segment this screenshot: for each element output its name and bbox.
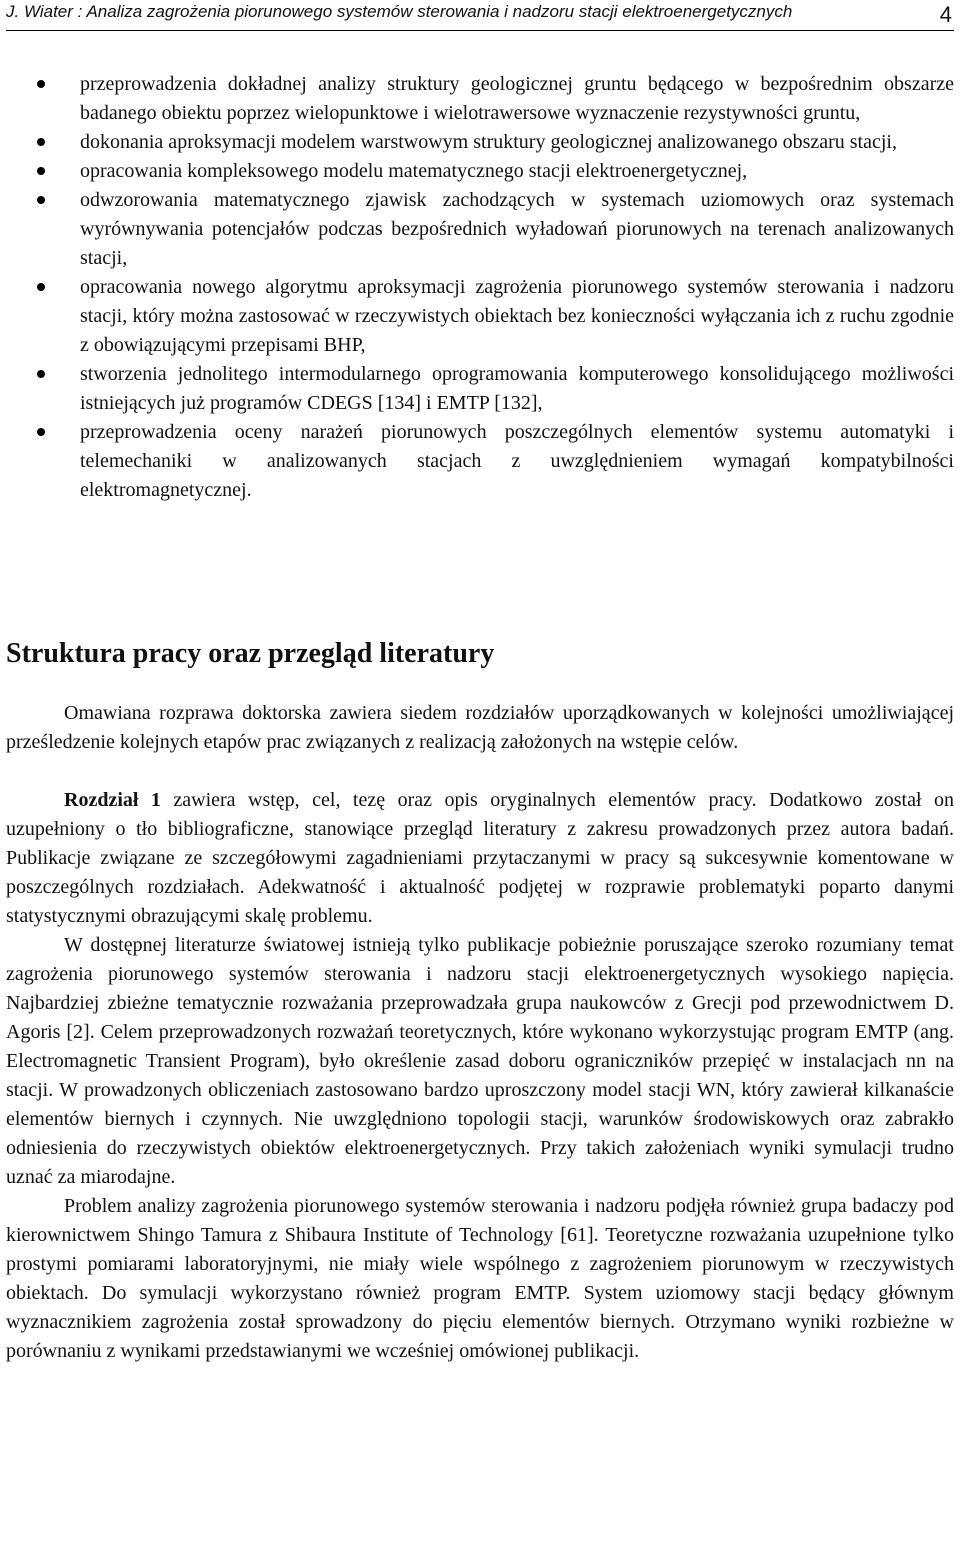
page-number: 4	[939, 2, 952, 27]
objectives-list	[0, 70, 960, 505]
list-item	[0, 186, 960, 273]
paragraph-chapter-1	[6, 786, 954, 931]
bullet-icon	[37, 167, 45, 175]
list-item-text: przeprowadzenia oceny narażeń piorunowych poszczególnych elementów systemu automatyki i telemechaniki w analizowanych stacjach z uwzględnieniem wymagań kompatybilności elektromagnetycznej.	[80, 421, 954, 501]
list-item	[0, 70, 960, 128]
paragraph-chapter-1-text: zawiera wstęp, cel, tezę oraz opis oryginalnych elementów pracy. Dodatkowo został on uzupełniony o tło bibliograficzne, stanowiące przegląd literatury z zakresu prowadzonych przez autora badań. Publikacje związane ze szczegółowymi zagadnieniami przytaczanymi w pracy są sukcesywnie komentowane w poszczególnych rozdziałach. Adekwatność i aktualność podjętej w rozprawie problematyki poparto danymi statystycznymi obrazującymi skalę problemu.	[6, 789, 954, 927]
list-item-text: przeprowadzenia dokładnej analizy struktury geologicznej gruntu będącego w bezpośrednim obszarze badanego obiektu poprzez wielopunktowe i wielotrawersowe wyznaczenie rezystywności gruntu,	[80, 73, 954, 124]
bullet-icon	[37, 138, 45, 146]
list-item	[0, 157, 960, 186]
header-title: J. Wiater : Analiza zagrożenia piorunowego systemów sterowania i nadzoru stacji elektroenergetycznych	[6, 2, 793, 21]
paragraph-literature-1: W dostępnej literaturze światowej istnieją tylko publikacje pobieżnie poruszające szeroko rozumiany temat zagrożenia piorunowego systemów sterowania i nadzoru stacji elektroenergetycznych wysokiego napięcia. Najbardziej zbieżne tematycznie rozważania przeprowadzała grupa naukowców z Grecji pod przewodnictwem D. Agoris [2]. Celem przeprowadzonych rozważań teoretycznych, które wykonano wykorzystując program EMTP (ang. Electromagnetic Transient Program), było określenie zasad doboru ograniczników przepięć w instalacjach nn na stacji. W prowadzonych obliczeniach zastosowano bardzo uproszczony model stacji WN, który zawierał kilkanaście elementów biernych i czynnych. Nie uwzględniono topologii stacji, warunków środowiskowych oraz zabrakło odniesienia do rzeczywistych obiektów elektroenergetycznych. Przy takich założeniach wyniki symulacji trudno uznać za miarodajne.	[6, 934, 954, 1188]
bullet-icon	[37, 80, 45, 88]
section-heading: Struktura pracy oraz przegląd literatury	[6, 638, 495, 669]
list-item	[0, 128, 960, 157]
paragraph-intro: Omawiana rozprawa doktorska zawiera siedem rozdziałów uporządkowanych w kolejności umożliwiającej prześledzenie kolejnych etapów prac związanych z realizacją założonych na wstępie celów.	[6, 702, 954, 753]
body-text	[6, 699, 954, 1366]
list-item-text: odwzorowania matematycznego zjawisk zachodzących w systemach uziomowych oraz systemach wyrównywania potencjałów podczas bezpośrednich wyładowań piorunowych na terenach analizowanych stacji,	[80, 189, 954, 269]
bullet-icon	[37, 428, 45, 436]
list-item-text: opracowania nowego algorytmu aproksymacji zagrożenia piorunowego systemów sterowania i nadzoru stacji, który można zastosować w rzeczywistych obiektach bez konieczności wyłączania ich z ruchu zgodnie z obowiązującymi przepisami BHP,	[80, 276, 954, 356]
list-item-text: dokonania aproksymacji modelem warstwowym struktury geologicznej analizowanego obszaru stacji,	[80, 131, 897, 153]
list-item	[0, 273, 960, 360]
list-item	[0, 418, 960, 505]
running-header	[6, 0, 954, 31]
list-item-text: stworzenia jednolitego intermodularnego oprogramowania komputerowego konsolidującego możliwości istniejących już programów CDEGS [134] i EMTP [132],	[80, 363, 954, 414]
list-item-text: opracowania kompleksowego modelu matematycznego stacji elektroenergetycznej,	[80, 160, 748, 182]
bullet-icon	[37, 283, 45, 291]
chapter-label: Rozdział 1	[64, 789, 161, 811]
list-item	[0, 360, 960, 418]
bullet-icon	[37, 370, 45, 378]
bullet-icon	[37, 196, 45, 204]
paragraph-literature-2: Problem analizy zagrożenia piorunowego systemów sterowania i nadzoru podjęła również grupa badaczy pod kierownictwem Shingo Tamura z Shibaura Institute of Technology [61]. Teoretyczne rozważania uzupełnione tylko prostymi pomiarami laboratoryjnymi, nie miały wiele wspólnego z zagrożeniem piorunowym w rzeczywistych obiektach. Do symulacji wykorzystano również program EMTP. System uziomowy stacji będący głównym wyznacznikiem zagrożenia został sprowadzony do pięciu elementów biernych. Otrzymano wyniki rozbieżne w porównaniu z wynikami przedstawianymi we wcześniej omówionej publikacji.	[6, 1195, 954, 1362]
